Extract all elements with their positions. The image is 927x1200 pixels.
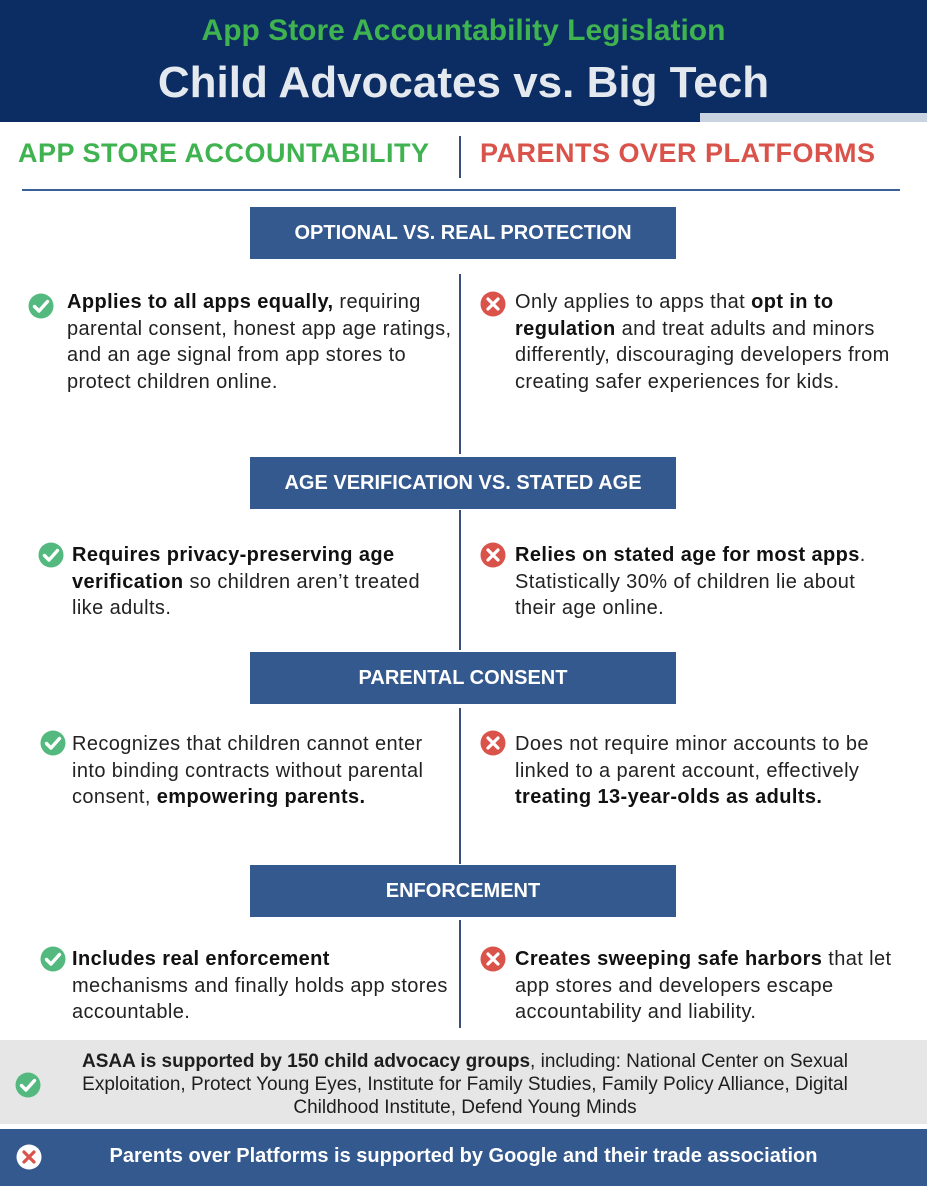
section-left-text bbox=[72, 731, 452, 811]
text-run: Recognizes that children cannot enter into binding contracts without parental consent, bbox=[72, 733, 424, 808]
x-circle-icon bbox=[480, 946, 506, 972]
support-text bbox=[55, 1050, 875, 1119]
x-circle-icon bbox=[480, 730, 506, 756]
bold-text-run: treating 13-year-olds as adults. bbox=[515, 786, 823, 808]
header-rule bbox=[22, 189, 900, 191]
section-heading: OPTIONAL VS. REAL PROTECTION bbox=[250, 207, 676, 259]
section-right-text bbox=[515, 542, 900, 622]
center-divider bbox=[459, 510, 461, 650]
center-divider bbox=[459, 274, 461, 454]
check-circle-icon bbox=[15, 1072, 41, 1098]
page-title: Child Advocates vs. Big Tech bbox=[157, 58, 770, 107]
check-circle-icon bbox=[38, 542, 64, 568]
center-divider bbox=[459, 708, 461, 864]
center-divider bbox=[459, 920, 461, 1028]
header-accent-stripe bbox=[700, 113, 927, 122]
bold-text-run: Applies to all apps equally, bbox=[67, 291, 334, 313]
bold-text-run: Creates sweeping safe harbors bbox=[515, 948, 823, 970]
section-right-text bbox=[515, 731, 900, 811]
text-run: that let app stores and developers escape accountability and liability. bbox=[515, 948, 892, 1023]
check-circle-icon bbox=[40, 946, 66, 972]
x-circle-icon bbox=[480, 291, 506, 317]
check-circle-icon bbox=[28, 293, 54, 319]
support-text-bold: ASAA is supported by 150 child advocacy groups bbox=[82, 1051, 531, 1072]
section-left-text bbox=[72, 542, 452, 622]
section-heading: PARENTAL CONSENT bbox=[250, 652, 676, 704]
check-circle-icon bbox=[40, 730, 66, 756]
text-run: mechanisms and finally holds app stores accountable. bbox=[72, 974, 448, 1023]
bold-text-run: Includes real enforcement bbox=[72, 948, 330, 970]
header-subtitle: App Store Accountability Legislation bbox=[201, 14, 726, 47]
section-heading: AGE VERIFICATION VS. STATED AGE bbox=[250, 457, 676, 509]
x-circle-icon bbox=[480, 542, 506, 568]
text-run: and treat adults and minors differently, discouraging developers from creating safer experiences for kids. bbox=[515, 317, 890, 393]
section-left-text bbox=[72, 946, 452, 1026]
section-heading: ENFORCEMENT bbox=[250, 865, 676, 917]
bold-text-run: Relies on stated age for most apps bbox=[515, 544, 860, 566]
section-left-text bbox=[67, 289, 452, 395]
bold-text-run: Requires privacy-preserving age verification bbox=[72, 544, 395, 593]
right-column-title: PARENTS OVER PLATFORMS bbox=[480, 138, 876, 168]
text-run: . Statistically 30% of children lie about their age online. bbox=[515, 544, 866, 619]
text-run: Does not require minor accounts to be linked to a parent account, effectively bbox=[515, 733, 869, 782]
text-run: Only applies to apps that bbox=[515, 291, 752, 313]
left-column-title: APP STORE ACCOUNTABILITY bbox=[18, 138, 430, 168]
bold-text-run: opt in to regulation bbox=[515, 291, 834, 340]
section-right-text bbox=[515, 289, 900, 395]
text-run: so children aren’t treated like adults. bbox=[72, 570, 420, 619]
bold-text-run: empowering parents. bbox=[156, 786, 366, 808]
text-run: requiring parental consent, honest app age ratings, and an age signal from app stores to protect children online. bbox=[67, 291, 452, 393]
support-text-rest: , including: National Center on Sexual Exploitation, Protect Young Eyes, Institute for Family Studies, Family Policy Alliance, Digital Childhood Institute, Defend Young Minds bbox=[82, 1051, 848, 1118]
opposition-text: Parents over Platforms is supported by Google and their trade association bbox=[109, 1145, 818, 1167]
column-title-divider bbox=[459, 136, 461, 178]
section-right-text bbox=[515, 946, 900, 1026]
